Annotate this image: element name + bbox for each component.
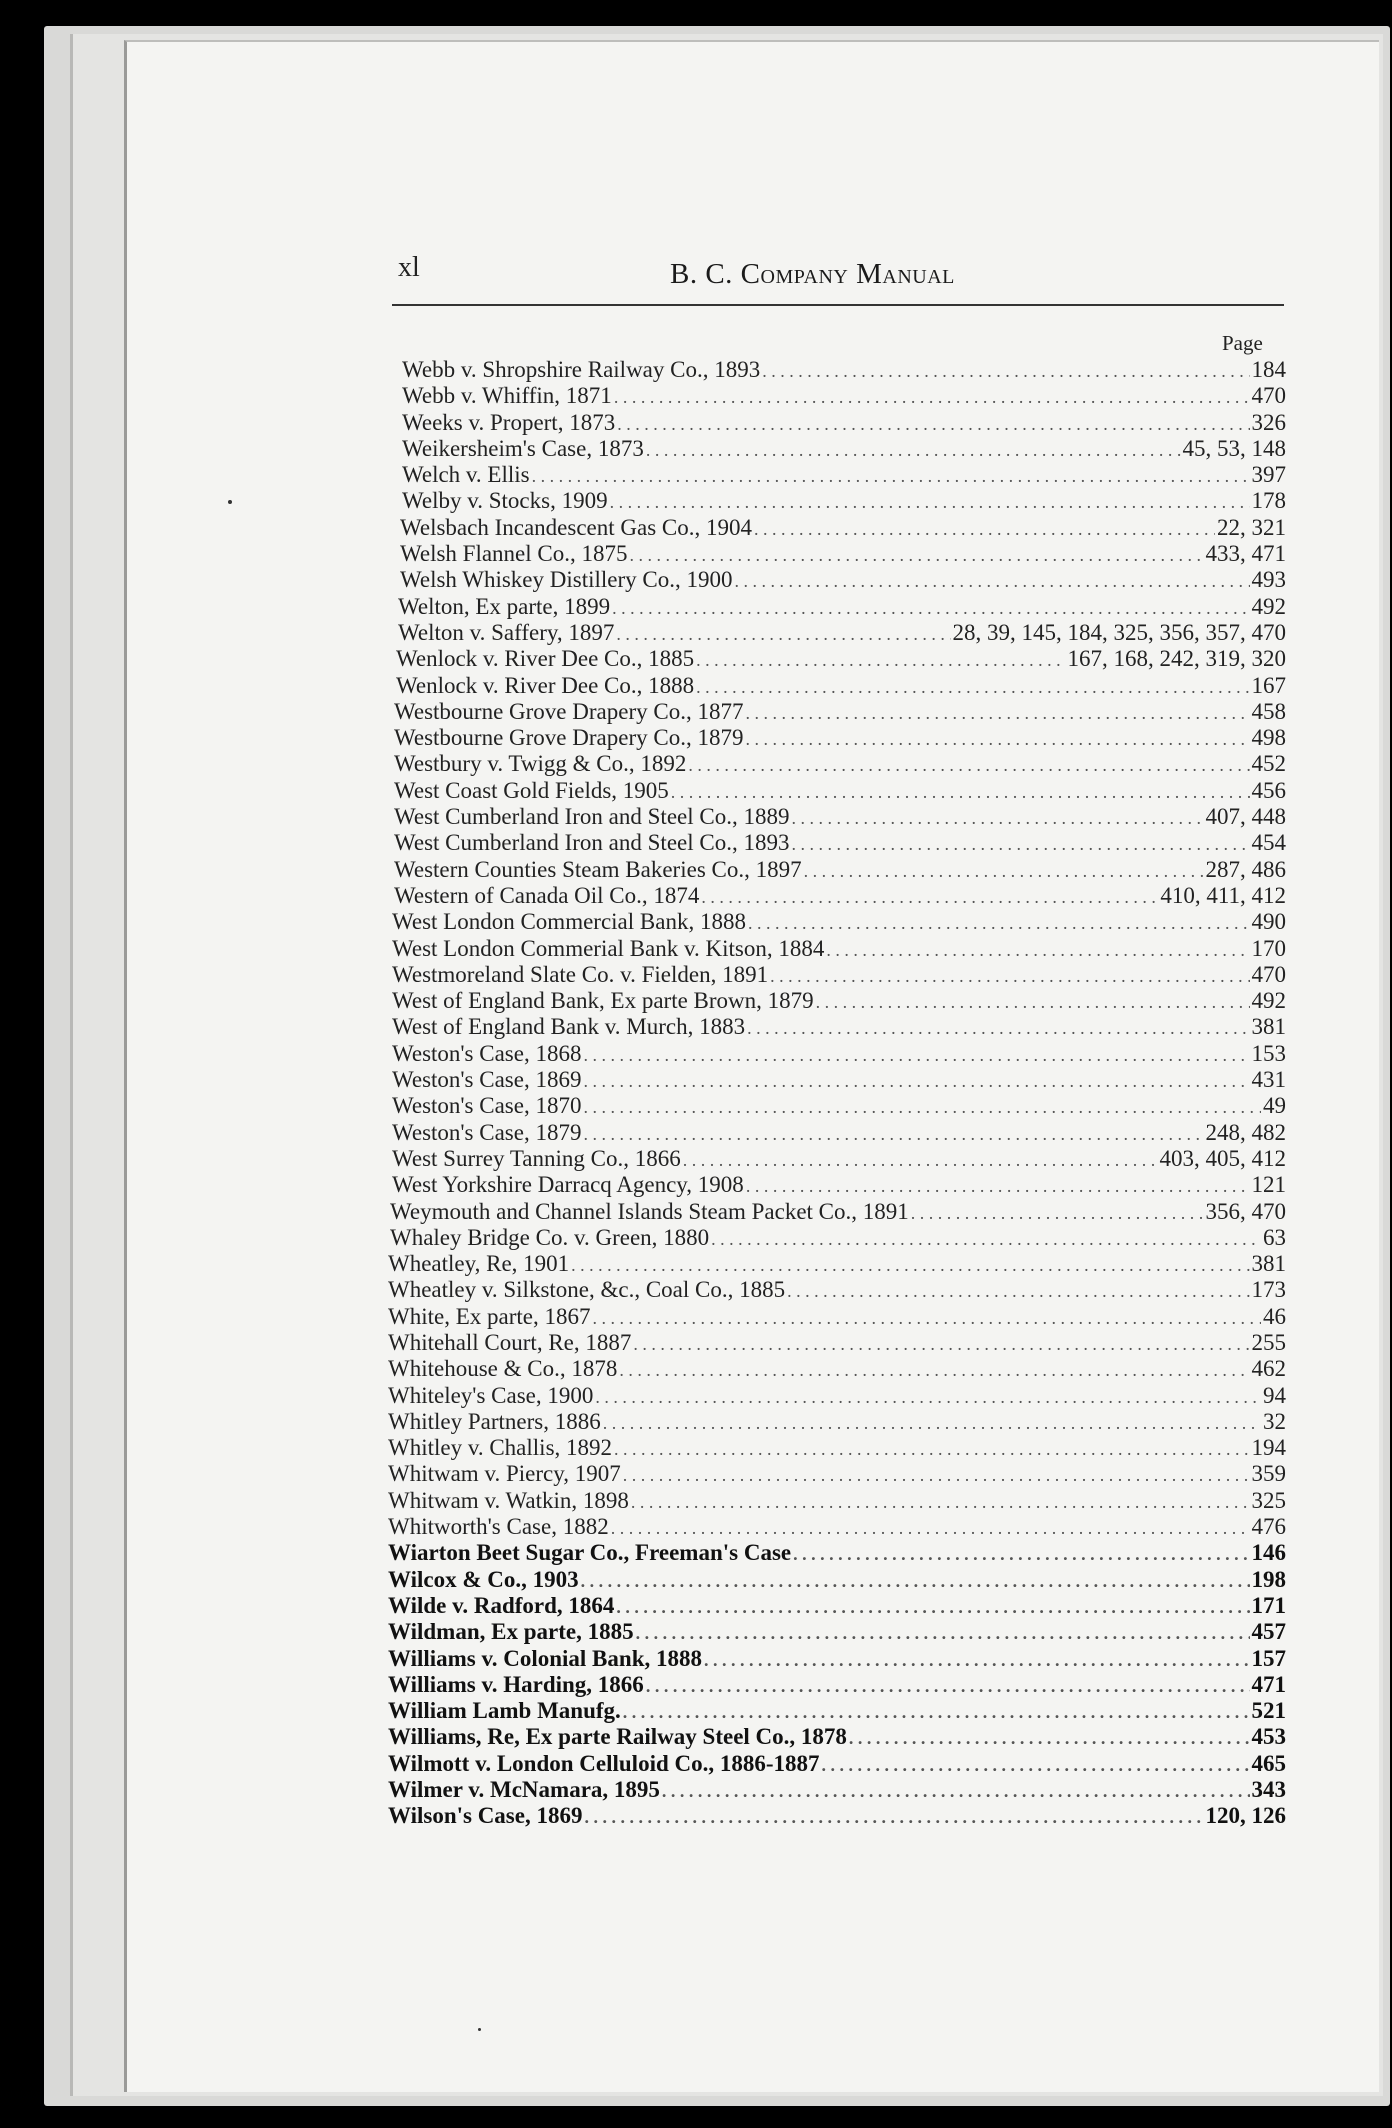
dot-leader [911,1200,1204,1226]
page-references: 178 [1251,488,1286,514]
dot-leader [583,1094,1261,1120]
index-entry [388,857,1286,883]
index-entry [388,699,1286,725]
dot-leader [791,805,1203,831]
case-name: Webb v. Whiffin, 1871 [402,383,612,409]
page-references: 167, 168, 242, 319, 320 [1067,646,1286,672]
index-entry [388,1435,1286,1461]
dot-leader [671,779,1250,805]
case-name: Welsbach Incandescent Gas Co., 1904 [400,514,752,540]
index-entry [388,1567,1286,1593]
page-references: 403, 405, 412 [1159,1145,1286,1171]
dot-leader [849,1725,1250,1751]
case-name: Whitley Partners, 1886 [388,1408,601,1434]
ink-speck [478,2028,481,2031]
dot-leader [592,1305,1261,1331]
dot-leader [748,910,1250,936]
dot-leader [762,358,1249,384]
page-references: 255 [1251,1329,1286,1355]
index-entry [388,1067,1286,1093]
page-references: 462 [1251,1356,1286,1382]
page-references: 470 [1251,961,1286,987]
page-references: 490 [1251,909,1286,935]
dot-leader [616,621,950,647]
page-references: 498 [1251,725,1286,751]
page-references: 452 [1251,751,1286,777]
page-references: 343 [1251,1777,1286,1803]
case-name: Weston's Case, 1868 [392,1040,582,1066]
dot-leader [701,884,1158,910]
index-entry [388,1093,1286,1119]
index-entry [388,1304,1286,1330]
page-references: 493 [1251,567,1286,593]
case-index [388,357,1286,1830]
index-entry [388,962,1286,988]
index-entry [388,1461,1286,1487]
page-references: 32 [1263,1408,1286,1434]
dot-leader [646,1673,1250,1699]
dot-leader [770,963,1249,989]
dot-leader [581,1568,1250,1594]
case-name: Weikersheim's Case, 1873 [402,435,644,461]
dot-leader [636,1620,1250,1646]
index-entry [388,1383,1286,1409]
page-references: 121 [1251,1172,1286,1198]
case-name: William Lamb Manufg. [388,1698,621,1724]
index-entry [388,410,1286,436]
dot-leader [734,568,1249,594]
dot-leader [704,1647,1250,1673]
index-entry [388,567,1286,593]
index-entry [388,778,1286,804]
case-name: West Coast Gold Fields, 1905 [394,777,669,803]
index-entry [388,1672,1286,1698]
dot-leader [611,1515,1250,1541]
dot-leader [745,700,1249,726]
dot-leader [583,1121,1203,1147]
index-entry [388,751,1286,777]
case-name: Williams v. Colonial Bank, 1888 [388,1645,702,1671]
dot-leader [616,1594,1249,1620]
page-column-label: Page [1222,331,1263,355]
index-entry [388,1540,1286,1566]
page-references: 465 [1251,1750,1286,1776]
index-entry [388,1251,1286,1277]
index-entry [388,830,1286,856]
case-name: Westmoreland Slate Co. v. Fielden, 1891 [392,961,769,987]
dot-leader [745,726,1249,752]
page-references: 157 [1251,1645,1286,1671]
case-name: Welsh Flannel Co., 1875 [400,541,628,567]
dot-leader [696,674,1249,700]
index-entry [388,1514,1286,1540]
case-name: Webb v. Shropshire Railway Co., 1893 [402,357,761,382]
dot-leader [532,463,1250,489]
index-entry [388,462,1286,488]
case-name: Wildman, Ex parte, 1885 [388,1619,634,1645]
case-name: Whitehall Court, Re, 1887 [388,1329,632,1355]
case-name: Wiarton Beet Sugar Co., Freeman's Case [388,1540,792,1566]
dot-leader [623,1462,1250,1488]
case-name: Whiteley's Case, 1900 [388,1382,594,1408]
index-entry [388,1330,1286,1356]
index-entry [388,594,1286,620]
page-references: 454 [1251,830,1286,856]
case-name: Western of Canada Oil Co., 1874 [394,882,700,908]
page-references: 410, 411, 412 [1160,882,1286,908]
ink-speck [228,500,232,504]
dot-leader [646,437,1181,463]
index-entry [388,1041,1286,1067]
index-entry [388,488,1286,514]
index-entry [388,1803,1286,1829]
dot-leader [688,752,1249,778]
page-references: 471 [1251,1671,1286,1697]
page-references: 521 [1251,1698,1286,1724]
index-entry [388,646,1286,672]
page-references: 194 [1251,1435,1286,1461]
case-name: Whitley v. Challis, 1892 [388,1435,613,1461]
page-references: 381 [1251,1014,1286,1040]
case-name: Welsh Whiskey Distillery Co., 1900 [400,567,733,593]
dot-leader [683,1147,1158,1173]
index-entry [388,357,1286,383]
case-name: Whitwam v. Watkin, 1898 [388,1487,629,1513]
index-entry [388,1619,1286,1645]
dot-leader [583,1042,1249,1068]
index-entry [388,673,1286,699]
dot-leader [696,647,1065,673]
page-references: 287, 486 [1205,856,1286,882]
case-name: Welton v. Saffery, 1897 [398,619,615,645]
dot-leader [631,1489,1250,1515]
case-name: Whaley Bridge Co. v. Green, 1880 [390,1224,710,1250]
index-entry [388,1777,1286,1803]
page-references: 63 [1263,1224,1286,1250]
index-entry [388,515,1286,541]
page-references: 46 [1263,1303,1286,1329]
index-entry [388,1120,1286,1146]
dot-leader [583,1068,1249,1094]
page-references: 153 [1251,1040,1286,1066]
case-name: West Cumberland Iron and Steel Co., 1893 [394,830,790,856]
case-name: Weeks v. Propert, 1873 [402,409,616,435]
page-references: 120, 126 [1205,1803,1286,1829]
case-name: Wilcox & Co., 1903 [388,1566,579,1592]
index-entry [388,1698,1286,1724]
dot-leader [623,1699,1250,1725]
dot-leader [787,1278,1249,1304]
index-entry [388,1488,1286,1514]
page-references: 397 [1251,462,1286,488]
case-name: West of England Bank v. Murch, 1883 [392,1014,746,1040]
dot-leader [630,542,1204,568]
index-entry [388,1225,1286,1251]
dot-leader [603,1410,1261,1436]
running-title: B. C. Company Manual [670,258,955,290]
page-references: 171 [1251,1592,1286,1618]
case-name: Weston's Case, 1870 [392,1093,582,1119]
dot-leader [595,1384,1261,1410]
page-references: 476 [1251,1514,1286,1540]
case-name: Wilson's Case, 1869 [388,1803,583,1829]
case-name: West of England Bank, Ex parte Brown, 1879 [392,988,814,1014]
case-name: Welton, Ex parte, 1899 [398,593,611,619]
dot-leader [617,411,1249,437]
header-rule [392,304,1284,306]
page-references: 326 [1251,409,1286,435]
index-entry [388,988,1286,1014]
case-name: Weston's Case, 1869 [392,1067,582,1093]
case-name: Westbourne Grove Drapery Co., 1877 [394,698,744,724]
dot-leader [746,1173,1250,1199]
dot-leader [571,1252,1249,1278]
page-references: 184 [1251,357,1286,382]
index-entry [388,804,1286,830]
index-entry [388,1172,1286,1198]
dot-leader [633,1331,1249,1357]
case-name: Williams v. Harding, 1866 [388,1671,644,1697]
page-references: 325 [1251,1487,1286,1513]
index-entry [388,725,1286,751]
index-entry [388,936,1286,962]
page-references: 453 [1251,1724,1286,1750]
page-references: 457 [1251,1619,1286,1645]
dot-leader [791,831,1249,857]
dot-leader [747,1015,1249,1041]
page-references: 146 [1251,1540,1286,1566]
case-name: Whitwam v. Piercy, 1907 [388,1461,621,1487]
case-name: Western Counties Steam Bakeries Co., 1897 [394,856,802,882]
index-entry [388,541,1286,567]
index-entry [388,1356,1286,1382]
case-name: West Yorkshire Darracq Agency, 1908 [392,1172,744,1198]
case-name: West Cumberland Iron and Steel Co., 1889 [394,804,790,830]
case-name: Weymouth and Channel Islands Steam Packet Co., 1891 [390,1198,909,1224]
case-name: West Surrey Tanning Co., 1866 [392,1145,681,1171]
dot-leader [610,489,1250,515]
index-entry [388,1146,1286,1172]
dot-leader [826,937,1249,963]
case-name: Wheatley, Re, 1901 [388,1251,570,1277]
page-references: 492 [1251,593,1286,619]
case-name: Williams, Re, Ex parte Railway Steel Co., 1878 [388,1724,847,1750]
index-entry [388,1646,1286,1672]
dot-leader [662,1778,1250,1804]
index-entry [388,1409,1286,1435]
dot-leader [612,595,1249,621]
page-references: 431 [1251,1067,1286,1093]
index-entry [388,436,1286,462]
case-name: Wenlock v. River Dee Co., 1888 [396,672,695,698]
page-references: 433, 471 [1205,541,1286,567]
dot-leader [614,1436,1249,1462]
page-references: 22, 321 [1217,514,1286,540]
page-references: 167 [1251,672,1286,698]
case-name: Welch v. Ellis [402,462,530,488]
dot-leader [754,516,1215,542]
case-name: White, Ex parte, 1867 [388,1303,591,1329]
index-entry [388,1014,1286,1040]
case-name: West London Commerial Bank v. Kitson, 1884 [392,935,825,961]
page-references: 173 [1251,1277,1286,1303]
page-references: 49 [1263,1093,1286,1119]
case-name: Wilde v. Radford, 1864 [388,1592,615,1618]
index-entry [388,1724,1286,1750]
page-references: 198 [1251,1566,1286,1592]
case-name: Wenlock v. River Dee Co., 1885 [396,646,695,672]
index-entry [388,883,1286,909]
index-entry [388,383,1286,409]
page-references: 458 [1251,698,1286,724]
page-references: 45, 53, 148 [1182,435,1286,461]
index-entry [388,1199,1286,1225]
page-references: 94 [1263,1382,1286,1408]
case-name: Welby v. Stocks, 1909 [402,488,608,514]
case-name: Weston's Case, 1879 [392,1119,582,1145]
page-number: xl [398,252,420,283]
dot-leader [793,1541,1249,1567]
case-name: Westbourne Grove Drapery Co., 1879 [394,725,744,751]
case-name: Whitehouse & Co., 1878 [388,1356,618,1382]
case-name: Westbury v. Twigg & Co., 1892 [394,751,687,777]
dot-leader [816,989,1250,1015]
page-references: 407, 448 [1205,804,1286,830]
page-references: 470 [1251,383,1286,409]
index-entry [388,909,1286,935]
dot-leader [584,1804,1203,1830]
page-references: 359 [1251,1461,1286,1487]
case-name: Wheatley v. Silkstone, &c., Coal Co., 1885 [388,1277,786,1303]
page-references: 492 [1251,988,1286,1014]
dot-leader [619,1357,1249,1383]
page-references: 381 [1251,1251,1286,1277]
page-references: 248, 482 [1205,1119,1286,1145]
dot-leader [614,384,1250,410]
dot-leader [822,1752,1250,1778]
page-references: 456 [1251,777,1286,803]
case-name: West London Commercial Bank, 1888 [392,909,746,935]
dot-leader [804,858,1204,884]
page-references: 356, 470 [1205,1198,1286,1224]
case-name: Whitworth's Case, 1882 [388,1514,609,1540]
index-entry [388,620,1286,646]
case-name: Wilmott v. London Celluloid Co., 1886-1887 [388,1750,820,1776]
index-entry [388,1593,1286,1619]
index-entry [388,1277,1286,1303]
page-references: 170 [1251,935,1286,961]
dot-leader [711,1226,1261,1252]
case-name: Wilmer v. McNamara, 1895 [388,1777,660,1803]
page-references: 28, 39, 145, 184, 325, 356, 357, 470 [952,619,1286,645]
index-entry [388,1751,1286,1777]
